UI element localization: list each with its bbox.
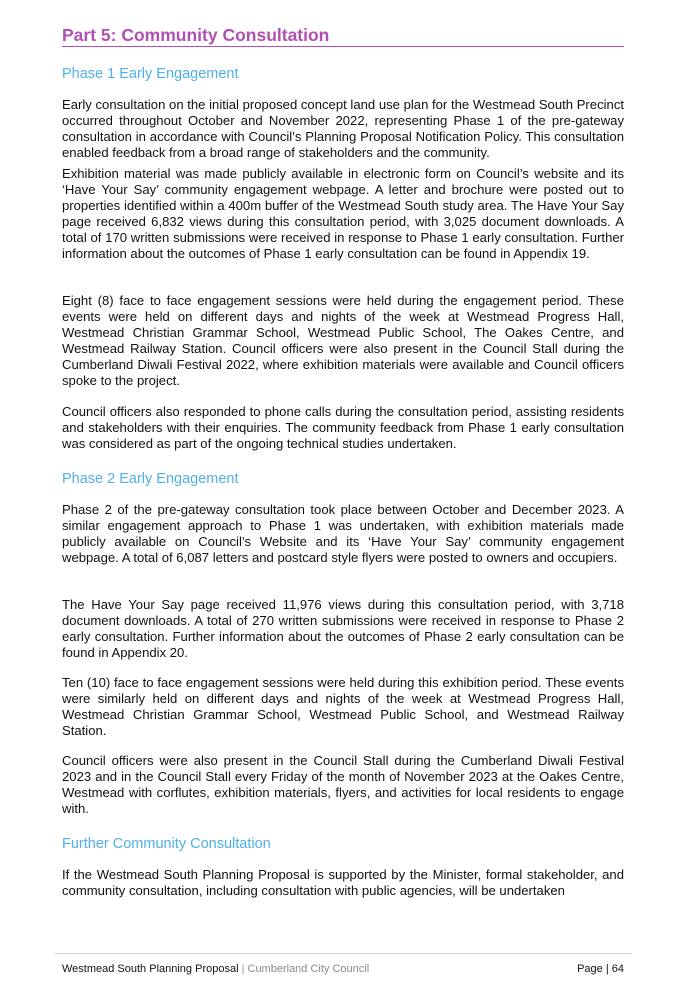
footer-separator: |: [241, 963, 245, 975]
body-paragraph: If the Westmead South Planning Proposal is supported by the Minister, formal stakeholder, and community consultation, including consultation with public agencies, will be undertaken: [62, 867, 624, 898]
footer-document-title: Westmead South Planning Proposal: [62, 963, 239, 975]
phase-1-paragraph-1: [62, 97, 624, 161]
footer-divider: [55, 953, 631, 954]
body-paragraph: Council officers also responded to phone calls during the consultation period, assisting residents and stakeholders with their enquiries. The community feedback from Phase 1 early consultation was considered as part of the ongoing technical studies undertaken.: [62, 404, 624, 451]
further-consultation-heading: Further Community Consultation: [62, 836, 271, 852]
phase-2-paragraph-2: [62, 597, 624, 661]
phase-1-heading-block: [62, 65, 624, 83]
page-footer: [62, 962, 624, 976]
body-paragraph: Council officers were also present in the Council Stall during the Cumberland Diwali Festival 2023 and in the Council Stall every Friday of the month of November 2023 at the Oakes Centre, Westmead with corflutes, exhibition materials, flyers, and activities for local residents to engage with.: [62, 753, 624, 816]
body-paragraph: The Have Your Say page received 11,976 views during this consultation period, with 3,718 document downloads. A total of 270 written submissions were received in response to Phase 2 early consultation. Further information about the outcomes of Phase 2 early consultation can be found in Appendix 20.: [62, 597, 624, 660]
phase-1-paragraph-4: [62, 404, 624, 452]
phase-1-heading: Phase 1 Early Engagement: [62, 66, 239, 82]
page-number: Page | 64: [577, 963, 624, 975]
body-paragraph: Exhibition material was made publicly available in electronic form on Council’s website and its ‘Have Your Say’ community engagement webpage. A letter and brochure were posted out to properties identified within a 400m buffer of the Westmead South study area. The Have Your Say page received 6,832 views during this consultation period, with 3,025 document downloads. A total of 170 written submissions were received in response to Phase 1 early consultation. Further information about the outcomes of Phase 1 early consultation can be found in Appendix 19.: [62, 166, 624, 261]
phase-1-paragraph-3: [62, 293, 624, 389]
phase-1-paragraph-2: [62, 166, 624, 262]
part-title: Part 5: Community Consultation: [62, 24, 624, 47]
phase-2-paragraph-1: [62, 502, 624, 566]
body-paragraph: Early consultation on the initial proposed concept land use plan for the Westmead South Precinct occurred throughout October and November 2022, representing Phase 1 of the pre-gateway consultation in accordance with Council’s Planning Proposal Notification Policy. This consultation enabled feedback from a broad range of stakeholders and the community.: [62, 97, 624, 160]
phase-2-heading-block: [62, 470, 624, 488]
body-paragraph: Phase 2 of the pre-gateway consultation took place between October and December 2023. A similar engagement approach to Phase 1 was undertaken, with exhibition materials made publicly available on Council’s Website and its ‘Have Your Say’ community engagement webpage. A total of 6,087 letters and postcard style flyers were posted to owners and occupiers.: [62, 502, 624, 565]
phase-2-paragraph-3: [62, 675, 624, 739]
body-paragraph: Ten (10) face to face engagement sessions were held during this exhibition period. These events were similarly held on different days and nights of the week at Westmead Progress Hall, Westmead Christian Grammar School, Westmead Public School, and Westmead Railway Station.: [62, 675, 624, 738]
further-consultation-paragraph-1: [62, 867, 624, 899]
phase-2-paragraph-4: [62, 753, 624, 817]
further-consultation-heading-block: [62, 835, 624, 853]
body-paragraph: Eight (8) face to face engagement sessions were held during the engagement period. These events were held on different days and nights of the week at Westmead Progress Hall, Westmead Christian Grammar School, Westmead Public School, The Oakes Centre, and Westmead Railway Station. Council officers were also present in the Council Stall during the Cumberland Diwali Festival 2022, where exhibition materials were available and Council officers spoke to the project.: [62, 293, 624, 388]
phase-2-heading: Phase 2 Early Engagement: [62, 471, 239, 487]
footer-organisation: Cumberland City Council: [247, 963, 370, 975]
